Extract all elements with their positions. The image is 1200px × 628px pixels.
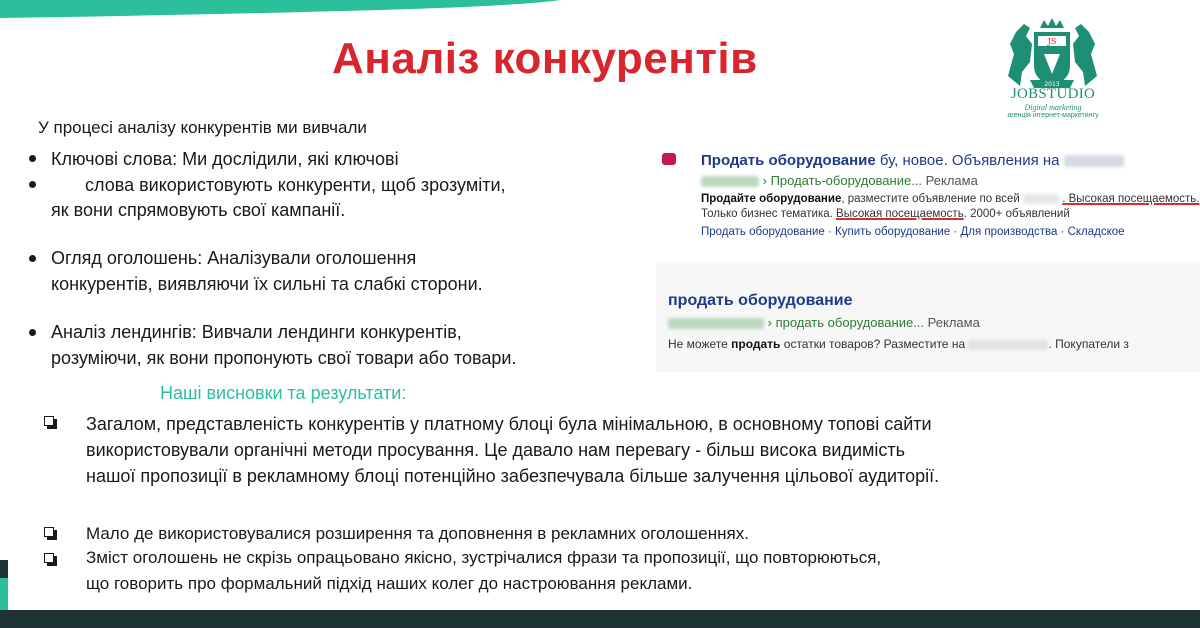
ad-highlight: . Высокая посещаемость.	[1062, 193, 1200, 205]
ad-url-path: › Продать-оборудование...	[762, 173, 923, 188]
bullet-line: Аналіз лендингів: Вивчали лендинги конкурентів,	[51, 322, 462, 342]
blurred-domain	[968, 340, 1048, 350]
bullet-dot	[29, 155, 36, 162]
ad-sitelink[interactable]: Складское	[1067, 226, 1125, 238]
ad-badge: Реклама	[927, 315, 980, 330]
bullet-line: слова використовують конкуренти, щоб зрозуміти,	[85, 175, 506, 195]
ad-text-c: . Покупатели з	[1048, 337, 1129, 351]
top-decor-band	[0, 0, 560, 20]
ad-text-rest: , разместите объявление по всей	[841, 193, 1020, 205]
logo-tagline: агенція інтернет-маркетингу	[1007, 112, 1099, 119]
ad-url-path: › продать оборудование...	[767, 315, 925, 330]
blurred-domain	[1064, 155, 1124, 167]
logo-subtitle: Digital marketing	[1024, 103, 1082, 112]
ad-favicon-icon	[662, 153, 676, 165]
ad-text-line	[668, 337, 1129, 351]
logo-year: 2013	[1044, 81, 1060, 88]
ad-text-a: Не можете	[668, 337, 732, 351]
ad-badge: Реклама	[925, 173, 978, 188]
checkbox-bullet-icon	[44, 527, 54, 537]
ad-highlight: Высокая посещаемость	[836, 208, 964, 220]
bullet-line: конкурентів, виявляючи їх сильні та слабкі сторони.	[51, 274, 483, 294]
ad-text-bold: Продайте оборудование	[701, 193, 842, 205]
ad-text-b: . 2000+ объявлений	[963, 208, 1070, 220]
logo-name: JOBSTUDIO	[1010, 86, 1096, 102]
ad-text-a: Только бизнес тематика.	[701, 208, 837, 220]
ad-title-bold: Продать оборудование	[701, 152, 876, 169]
ad-sitelink[interactable]: Продать оборудование	[701, 226, 825, 238]
bullet-line: Ключові слова: Ми дослідили, які ключові	[51, 149, 399, 169]
ad-url	[701, 173, 978, 188]
conclusion-line: використовували органічні методи просування. Це давало нам перевагу - більш висока видимість	[86, 440, 906, 460]
bullet-dot	[29, 181, 36, 188]
bottom-decor-band	[0, 610, 1200, 628]
intro-text: У процесі аналізу конкурентів ми вивчали	[38, 118, 367, 137]
ad-text-line-2	[701, 208, 1070, 220]
conclusion-line: Мало де використовувалися розширення та доповнення в рекламних оголошеннях.	[86, 524, 749, 543]
checkbox-bullet-icon	[44, 553, 54, 563]
ad-text-line-1	[701, 193, 1199, 205]
ad-sitelink[interactable]: Для производства	[960, 226, 1058, 238]
checkbox-bullet-icon	[44, 416, 54, 426]
blurred-url	[701, 176, 759, 187]
blurred-url	[668, 318, 764, 329]
ad-title: продать оборудование	[668, 292, 853, 309]
competitor-ad-screenshot-2	[656, 262, 1200, 372]
ad-sitelinks: Продать оборудование · Купить оборудование · Для производства · Складское	[701, 226, 1125, 238]
conclusion-line: нашої пропозиції в рекламному блоці потенційно забезпечувала більше залучення цільової аудиторії.	[86, 466, 940, 486]
bullet-line: як вони спрямовують свої кампанії.	[51, 200, 346, 220]
bullet-dot	[29, 329, 36, 336]
conclusions-heading: Наші висновки та результати:	[160, 383, 407, 403]
conclusion-line: що говорить про формальний підхід наших колег до настроювання реклами.	[86, 574, 693, 593]
conclusion-line: Загалом, представленість конкурентів у платному блоці була мінімальною, в основному топові сайти	[86, 414, 932, 434]
page-title: Аналіз конкурентів	[332, 34, 758, 83]
bullet-line: Огляд оголошень: Аналізували оголошення	[51, 248, 417, 268]
bullet-dot	[29, 255, 36, 262]
bottom-left-accent-dark	[0, 560, 8, 578]
conclusion-line: Зміст оголошень не скрізь опрацьовано якісно, зустрічалися фрази та пропозиції, що повторюються,	[86, 548, 882, 567]
ad-sitelink[interactable]: Купить оборудование	[835, 226, 951, 238]
blurred-text	[1023, 194, 1059, 204]
bullet-line: розуміючи, як вони пропонують свої товари або товари.	[51, 348, 517, 368]
ad-title-rest: бу, новое. Объявления на	[875, 152, 1060, 169]
logo-monogram: JS	[1047, 37, 1057, 46]
ad-text-b: остатки товаров? Разместите на	[780, 337, 966, 351]
competitor-ad-screenshot-1	[644, 136, 1200, 254]
ad-url	[668, 315, 980, 330]
ad-text-bold: продать	[731, 337, 781, 351]
ad-title	[701, 152, 1124, 169]
